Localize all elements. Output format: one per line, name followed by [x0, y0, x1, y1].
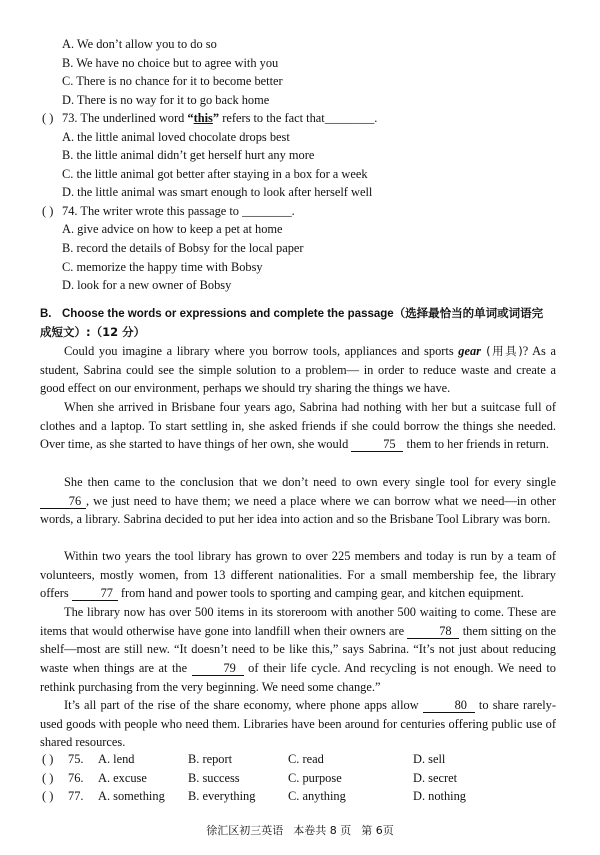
gear-cn-gloss: (用具)	[481, 344, 523, 358]
choice-77-d: D. nothing	[413, 789, 467, 803]
choice-75-d: D. sell	[413, 752, 446, 766]
q73-stem-after: refers to the fact that	[219, 111, 325, 125]
q73-stem	[42, 111, 377, 126]
q73-number: 73.	[62, 111, 78, 125]
q74-option-a: A. give advice on how to keep a pet at home	[62, 222, 283, 236]
choice-76-num: 76.	[68, 771, 84, 785]
p5-text-c: of their life cycle. And recycling is not enough. We need to rethink purchasing from the very beginning. We need some change.”	[40, 661, 557, 694]
choice-77-c: C. anything	[288, 789, 346, 803]
page-footer	[0, 822, 600, 838]
p2-text-a: When she arrived in Brisbane four years ago, Sabrina had nothing with her but a suitcase full of clothes and a laptop. To start settling in, she asked friends if she could borrow the things she needed. Over time, as she started to have things of her own, she would	[40, 400, 556, 452]
q74-option-b: B. record the details of Bobsy for the local paper	[62, 241, 304, 255]
blank-77: 77	[72, 587, 118, 601]
choice-75-num: 75.	[68, 752, 84, 766]
choice-77-a: A. something	[98, 789, 165, 803]
blank-75: 75	[351, 438, 403, 452]
q72-option-a: A. We don’t allow you to do so	[62, 37, 217, 51]
p1-text-a: Could you imagine a library where you borrow tools, appliances and sports	[64, 344, 459, 358]
choice-75-a: A. lend	[98, 752, 135, 766]
p6-text-b: to share rarely-used goods with people who need them. Libraries have been around for centuries offering public use of shared resources.	[40, 698, 556, 750]
section-b-label: B.	[40, 308, 52, 320]
passage-paragraph-5	[40, 603, 556, 697]
passage-paragraph-6	[40, 696, 556, 752]
p4-text-b: from hand and power tools to sporting and camping gear, and kitchen equipment.	[117, 586, 524, 601]
q73-stem-before: The underlined word	[80, 111, 188, 125]
choice-76-c: C. purpose	[288, 771, 342, 785]
choice-77-b: B. everything	[188, 789, 256, 803]
blank-76: 76	[40, 495, 86, 509]
choice-77-paren: ( )	[42, 789, 54, 803]
q73-option-b: B. the little animal didn’t get herself hurt any more	[62, 148, 315, 162]
passage-paragraph-3	[40, 473, 556, 529]
q74-blank: ________	[242, 204, 292, 218]
q73-blank: ________	[324, 111, 375, 125]
choice-75-paren: ( )	[42, 752, 54, 766]
passage-paragraph-1	[40, 342, 556, 398]
footer-exam-title: 徐汇区初三英语	[206, 824, 284, 837]
p3-text-b: , we just need to have them; we need a place where we can borrow what we need—in other words, a library. Sabrina decided to put her idea into action and so the Brisbane Tool Library was born.	[40, 493, 556, 527]
q74-option-d: D. look for a new owner of Bobsy	[62, 278, 232, 292]
p5-text-b: them sitting on the shelf—most are still new. “It doesn’t need to be like this,” says Sabrina. “It’s not just about reducing waste when things are at the	[40, 623, 556, 676]
p5-text-a: The library now has over 500 items in its storeroom with another 500 waiting to come. These are items that would otherwise have gone into landfill when their owners are	[40, 605, 556, 638]
p4-text-a: Within two years the tool library has grown to over 225 members and today is run by a team of volunteers, mostly women, from 13 different nationalities. For a small membership fee, the library offers	[40, 549, 556, 601]
q72-option-c: C. There is no chance for it to become better	[62, 74, 283, 88]
q73-end: .	[374, 111, 378, 125]
section-b-cn-title-1: （选择最恰当的单词或词语完	[393, 306, 544, 320]
q73-quote-close: ”	[212, 111, 220, 125]
footer-total-pages: 本卷共 8 页	[293, 824, 352, 837]
q73-option-a: A. the little animal loved chocolate drops best	[62, 130, 290, 144]
q74-end: .	[291, 204, 295, 218]
blank-80: 80	[423, 699, 475, 713]
q73-quote-open: “	[187, 111, 194, 125]
p1-text-b: ? As a student, Sabrina could see the simple solution to a problem— in order to reduce waste and create a good effect on our environment, perhaps we should try sharing the things we have.	[40, 344, 556, 396]
q73-paren: ( )	[42, 111, 54, 125]
choice-75-c: C. read	[288, 752, 324, 766]
p6-text-a: It’s all part of the rise of the share economy, where phone apps allow	[64, 698, 423, 712]
choice-76-a: A. excuse	[98, 771, 147, 785]
section-b-cn-title-2: 成短文）:（12 分）	[40, 325, 146, 339]
choice-76-b: B. success	[188, 771, 240, 785]
q73-underlined-word: this	[193, 111, 213, 125]
q74-option-c: C. memorize the happy time with Bobsy	[62, 260, 263, 274]
choice-75-b: B. report	[188, 752, 233, 766]
passage-paragraph-4	[40, 547, 556, 603]
p3-text-a: She then came to the conclusion that we don’t need to own every single tool for every single	[64, 475, 556, 489]
q74-stem	[42, 204, 295, 219]
q74-number: 74.	[62, 204, 78, 218]
choice-76-paren: ( )	[42, 771, 54, 785]
blank-79: 79	[192, 662, 244, 676]
word-gear: gear	[458, 344, 481, 358]
q74-stem-text: The writer wrote this passage to	[80, 204, 243, 218]
blank-78: 78	[407, 625, 459, 639]
q72-option-d: D. There is no way for it to go back home	[62, 93, 270, 107]
section-b-title: Choose the words or expressions and complete the passage	[62, 308, 394, 320]
passage-paragraph-2	[40, 398, 556, 454]
q73-option-d: D. the little animal was smart enough to look after herself well	[62, 185, 373, 199]
choice-76-d: D. secret	[413, 771, 458, 785]
choice-77-num: 77.	[68, 789, 84, 803]
footer-page-number: 第 6页	[361, 824, 394, 837]
q73-option-c: C. the little animal got better after staying in a box for a week	[62, 167, 368, 181]
section-b-heading	[40, 304, 556, 341]
p2-text-b: them to her friends in return.	[403, 437, 549, 452]
q74-paren: ( )	[42, 204, 54, 218]
q72-option-b: B. We have no choice but to agree with you	[62, 56, 279, 70]
